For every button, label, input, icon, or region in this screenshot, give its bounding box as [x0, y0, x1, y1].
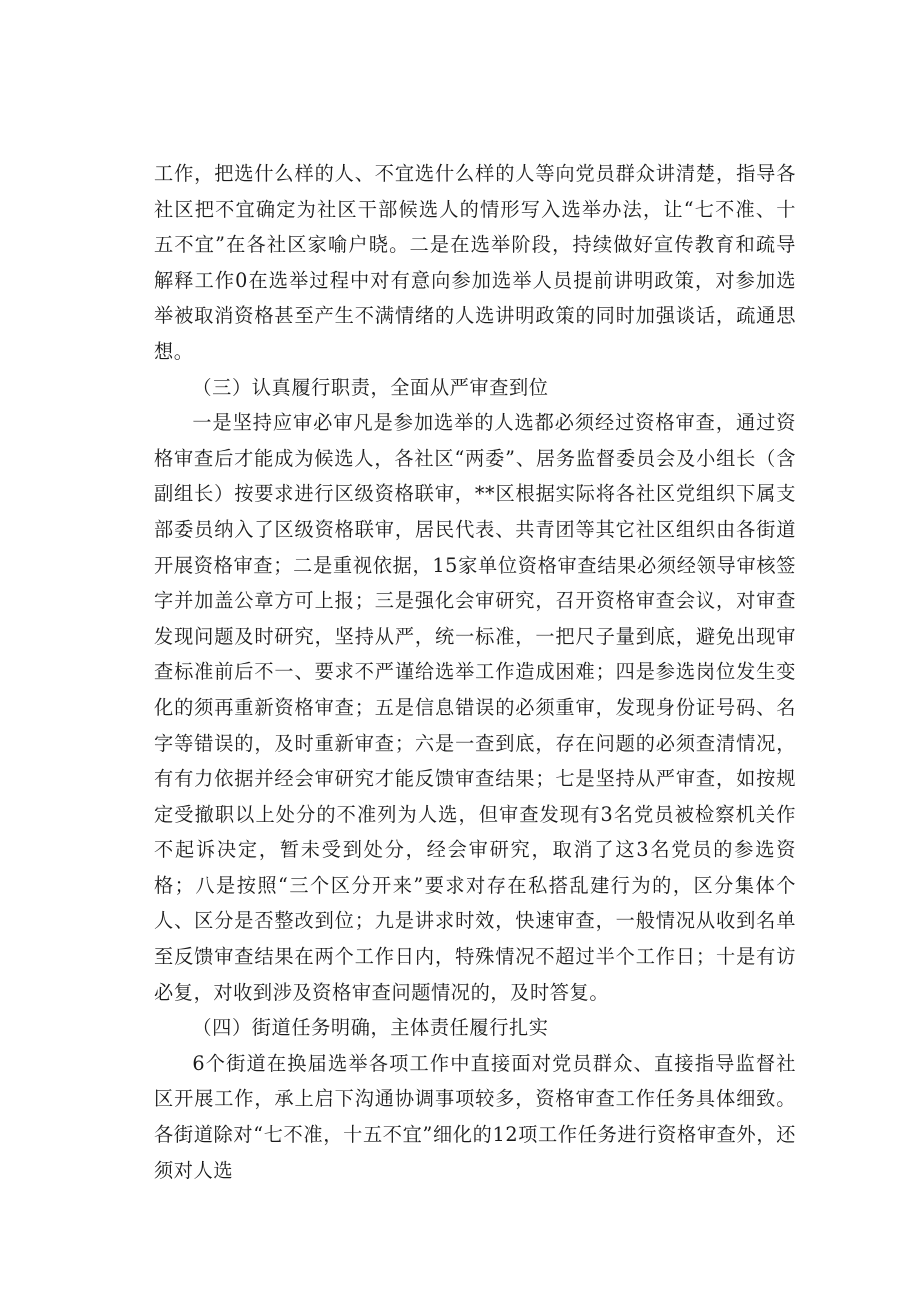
- paragraph-review-measures: 一是坚持应审必审凡是参加选举的人选都必须经过资格审查，通过资格审查后才能成为候选人，各社区“两委”、居务监督委员会及小组长（含副组长）按要求进行区级资格联审，**区根据实际将各社区党组织下属支部委员纳入了区级资格联审，居民代表、共青团等其它社区组织由各街道开展资格审查；二是重视依据，15家单位资格审查结果必须经领导审核签字并加盖公章方可上报；三是强化会审研究，召开资格审查会议，对审查发现问题及时研究，坚持从严，统一标准，一把尺子量到底，避免出现审查标准前后不一、要求不严谨给选举工作造成困难；四是参选岗位发生变化的须再重新资格审查；五是信息错误的必须重审，发现身份证号码、名字等错误的，及时重新审查；六是一查到底，存在问题的必须查清情况，有有力依据并经会审研究才能反馈审查结果；七是坚持从严审查，如按规定受撤职以上处分的不准列为人选，但审查发现有3名党员被检察机关作不起诉决定，暂未受到处分，经会审研究，取消了这3名党员的参选资格；八是按照“三个区分开来”要求对存在私搭乱建行为的，区分集体个人、区分是否整改到位；九是讲求时效，快速审查，一般情况从收到名单至反馈审查结果在两个工作日内，特殊情况不超过半个工作日；十是有访必复，对收到涉及资格审查问题情况的，及时答复。: [154, 411, 796, 1004]
- paragraph-street-tasks: 6个街道在换届选举各项工作中直接面对党员群众、直接指导监督社区开展工作，承上启下沟通协调事项较多，资格审查工作任务具体细致。各街道除对“七不准，十五不宜”细化的12项工作任务进行资格审查外，还须对人选: [154, 1051, 796, 1182]
- paragraph-continuation: 工作，把选什么样的人、不宜选什么样的人等向党员群众讲清楚，指导各社区把不宜确定为社区干部候选人的情形写入选举办法，让“七不准、十五不宜”在各社区家喻户晓。二是在选举阶段，持续做好宣传教育和疏导解释工作0在选举过程中对有意向参加选举人员提前讲明政策，对参加选举被取消资格甚至产生不满情绪的人选讲明政策的同时加强谈话，疏通思想。: [154, 162, 796, 363]
- section-heading-4: （四）街道任务明确，主体责任履行扎实: [192, 1016, 549, 1040]
- section-heading-3: （三）认真履行职责，全面从严审查到位: [192, 375, 549, 399]
- document-body: [154, 156, 796, 1188]
